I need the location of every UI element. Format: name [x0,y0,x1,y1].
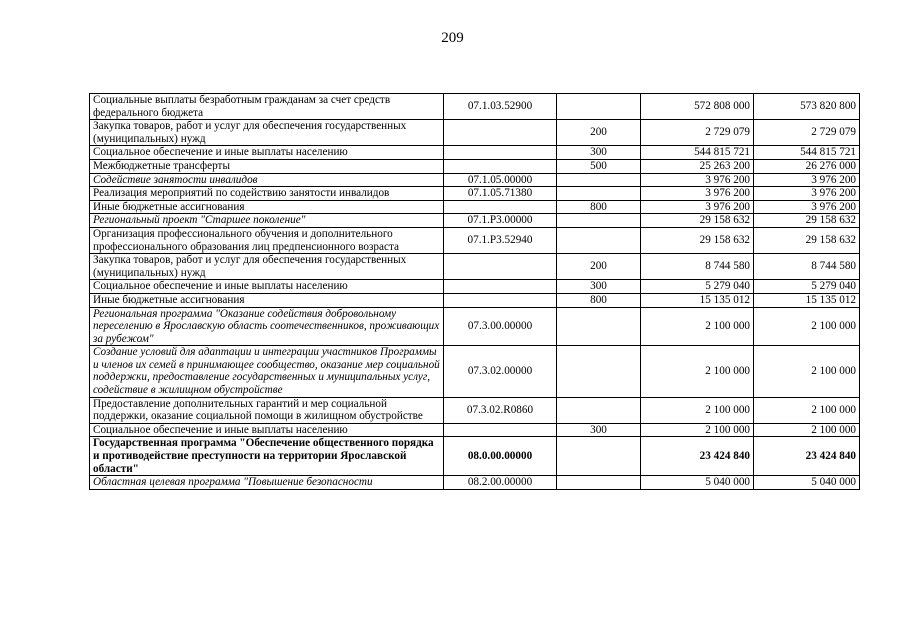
target-code-cell: 08.0.00.00000 [444,437,557,476]
table-row [90,120,860,146]
item-name-cell: Закупка товаров, работ и услуг для обеспечения государственных (муниципальных) нужд [90,120,444,146]
table-row [90,293,860,307]
amount-2021-cell: 29 158 632 [754,227,860,253]
table-row [90,214,860,228]
amount-2020-cell: 29 158 632 [641,214,754,228]
target-code-cell: 07.3.02.00000 [444,346,557,397]
amount-2020-cell: 572 808 000 [641,94,754,120]
table-row [90,346,860,397]
expense-type-cell [557,94,641,120]
expense-type-cell: 800 [557,200,641,214]
item-name-cell: Областная целевая программа "Повышение безопасности [90,476,444,490]
target-code-cell: 07.1.05.00000 [444,173,557,187]
table-row [90,397,860,423]
amount-2020-cell: 3 976 200 [641,187,754,201]
expense-type-cell: 500 [557,159,641,173]
amount-2020-cell: 2 100 000 [641,307,754,346]
table-row [90,200,860,214]
target-code-cell: 07.1.03.52900 [444,94,557,120]
item-name-cell: Межбюджетные трансферты [90,159,444,173]
budget-table-body [90,94,860,490]
item-name-cell: Государственная программа "Обеспечение общественного порядка и противодействие преступности на территории Ярославской области" [90,437,444,476]
item-name-cell: Организация профессионального обучения и дополнительного профессионального образования лиц предпенсионного возраста [90,227,444,253]
table-row [90,146,860,160]
target-code-cell: 07.1.P3.52940 [444,227,557,253]
expense-type-cell: 200 [557,120,641,146]
table-row [90,187,860,201]
amount-2020-cell: 5 279 040 [641,280,754,294]
amount-2020-cell: 25 263 200 [641,159,754,173]
amount-2021-cell: 573 820 800 [754,94,860,120]
expense-type-cell: 300 [557,280,641,294]
amount-2021-cell: 2 100 000 [754,307,860,346]
table-row [90,476,860,490]
amount-2020-cell: 15 135 012 [641,293,754,307]
item-name-cell: Содействие занятости инвалидов [90,173,444,187]
amount-2021-cell: 23 424 840 [754,437,860,476]
target-code-cell: 07.3.02.R0860 [444,397,557,423]
target-code-cell: 07.3.00.00000 [444,307,557,346]
amount-2020-cell: 8 744 580 [641,254,754,280]
amount-2021-cell: 2 729 079 [754,120,860,146]
expense-type-cell [557,173,641,187]
item-name-cell: Социальные выплаты безработным гражданам за счет средств федерального бюджета [90,94,444,120]
item-name-cell: Создание условий для адаптации и интеграции участников Программы и членов их семей в принимающее сообщество, оказание мер социальной поддержки, предоставление государственных и муниципальных услуг, содействие в жилищном обустройстве [90,346,444,397]
expense-type-cell: 200 [557,254,641,280]
item-name-cell: Региональная программа "Оказание содействия добровольному переселению в Ярославскую область соотечественников, проживающих за рубежом" [90,307,444,346]
amount-2020-cell: 29 158 632 [641,227,754,253]
table-row [90,159,860,173]
expense-type-cell [557,187,641,201]
amount-2020-cell: 544 815 721 [641,146,754,160]
table-row [90,423,860,437]
item-name-cell: Реализация мероприятий по содействию занятости инвалидов [90,187,444,201]
target-code-cell: 07.1.P3.00000 [444,214,557,228]
amount-2020-cell: 2 100 000 [641,346,754,397]
item-name-cell: Региональный проект "Старшее поколение" [90,214,444,228]
amount-2021-cell: 2 100 000 [754,423,860,437]
amount-2021-cell: 3 976 200 [754,187,860,201]
target-code-cell [444,423,557,437]
target-code-cell: 08.2.00.00000 [444,476,557,490]
expense-type-cell [557,346,641,397]
table-row [90,227,860,253]
amount-2021-cell: 5 040 000 [754,476,860,490]
amount-2021-cell: 3 976 200 [754,173,860,187]
amount-2020-cell: 2 729 079 [641,120,754,146]
target-code-cell: 07.1.05.71380 [444,187,557,201]
target-code-cell [444,293,557,307]
amount-2021-cell: 8 744 580 [754,254,860,280]
page-number: 209 [441,30,464,46]
table-row [90,94,860,120]
target-code-cell [444,120,557,146]
amount-2020-cell: 2 100 000 [641,423,754,437]
expense-type-cell: 300 [557,146,641,160]
item-name-cell: Иные бюджетные ассигнования [90,293,444,307]
amount-2021-cell: 26 276 000 [754,159,860,173]
item-name-cell: Иные бюджетные ассигнования [90,200,444,214]
amount-2021-cell: 2 100 000 [754,346,860,397]
amount-2020-cell: 3 976 200 [641,173,754,187]
target-code-cell [444,280,557,294]
item-name-cell: Социальное обеспечение и иные выплаты населению [90,146,444,160]
amount-2021-cell: 29 158 632 [754,214,860,228]
item-name-cell: Закупка товаров, работ и услуг для обеспечения государственных (муниципальных) нужд [90,254,444,280]
expense-type-cell: 300 [557,423,641,437]
table-row [90,280,860,294]
amount-2021-cell: 3 976 200 [754,200,860,214]
amount-2020-cell: 23 424 840 [641,437,754,476]
amount-2021-cell: 2 100 000 [754,397,860,423]
amount-2020-cell: 3 976 200 [641,200,754,214]
item-name-cell: Социальное обеспечение и иные выплаты населению [90,423,444,437]
expense-type-cell [557,227,641,253]
table-row [90,307,860,346]
expense-type-cell [557,214,641,228]
table-row [90,254,860,280]
item-name-cell: Предоставление дополнительных гарантий и мер социальной поддержки, оказание социальной помощи в жилищном обустройстве [90,397,444,423]
amount-2020-cell: 2 100 000 [641,397,754,423]
target-code-cell [444,146,557,160]
target-code-cell [444,200,557,214]
table-row [90,437,860,476]
target-code-cell [444,254,557,280]
expense-type-cell: 800 [557,293,641,307]
expense-type-cell [557,307,641,346]
item-name-cell: Социальное обеспечение и иные выплаты населению [90,280,444,294]
expense-type-cell [557,397,641,423]
amount-2021-cell: 5 279 040 [754,280,860,294]
budget-table [89,93,860,490]
expense-type-cell [557,476,641,490]
amount-2021-cell: 15 135 012 [754,293,860,307]
amount-2021-cell: 544 815 721 [754,146,860,160]
expense-type-cell [557,437,641,476]
amount-2020-cell: 5 040 000 [641,476,754,490]
table-row [90,173,860,187]
target-code-cell [444,159,557,173]
